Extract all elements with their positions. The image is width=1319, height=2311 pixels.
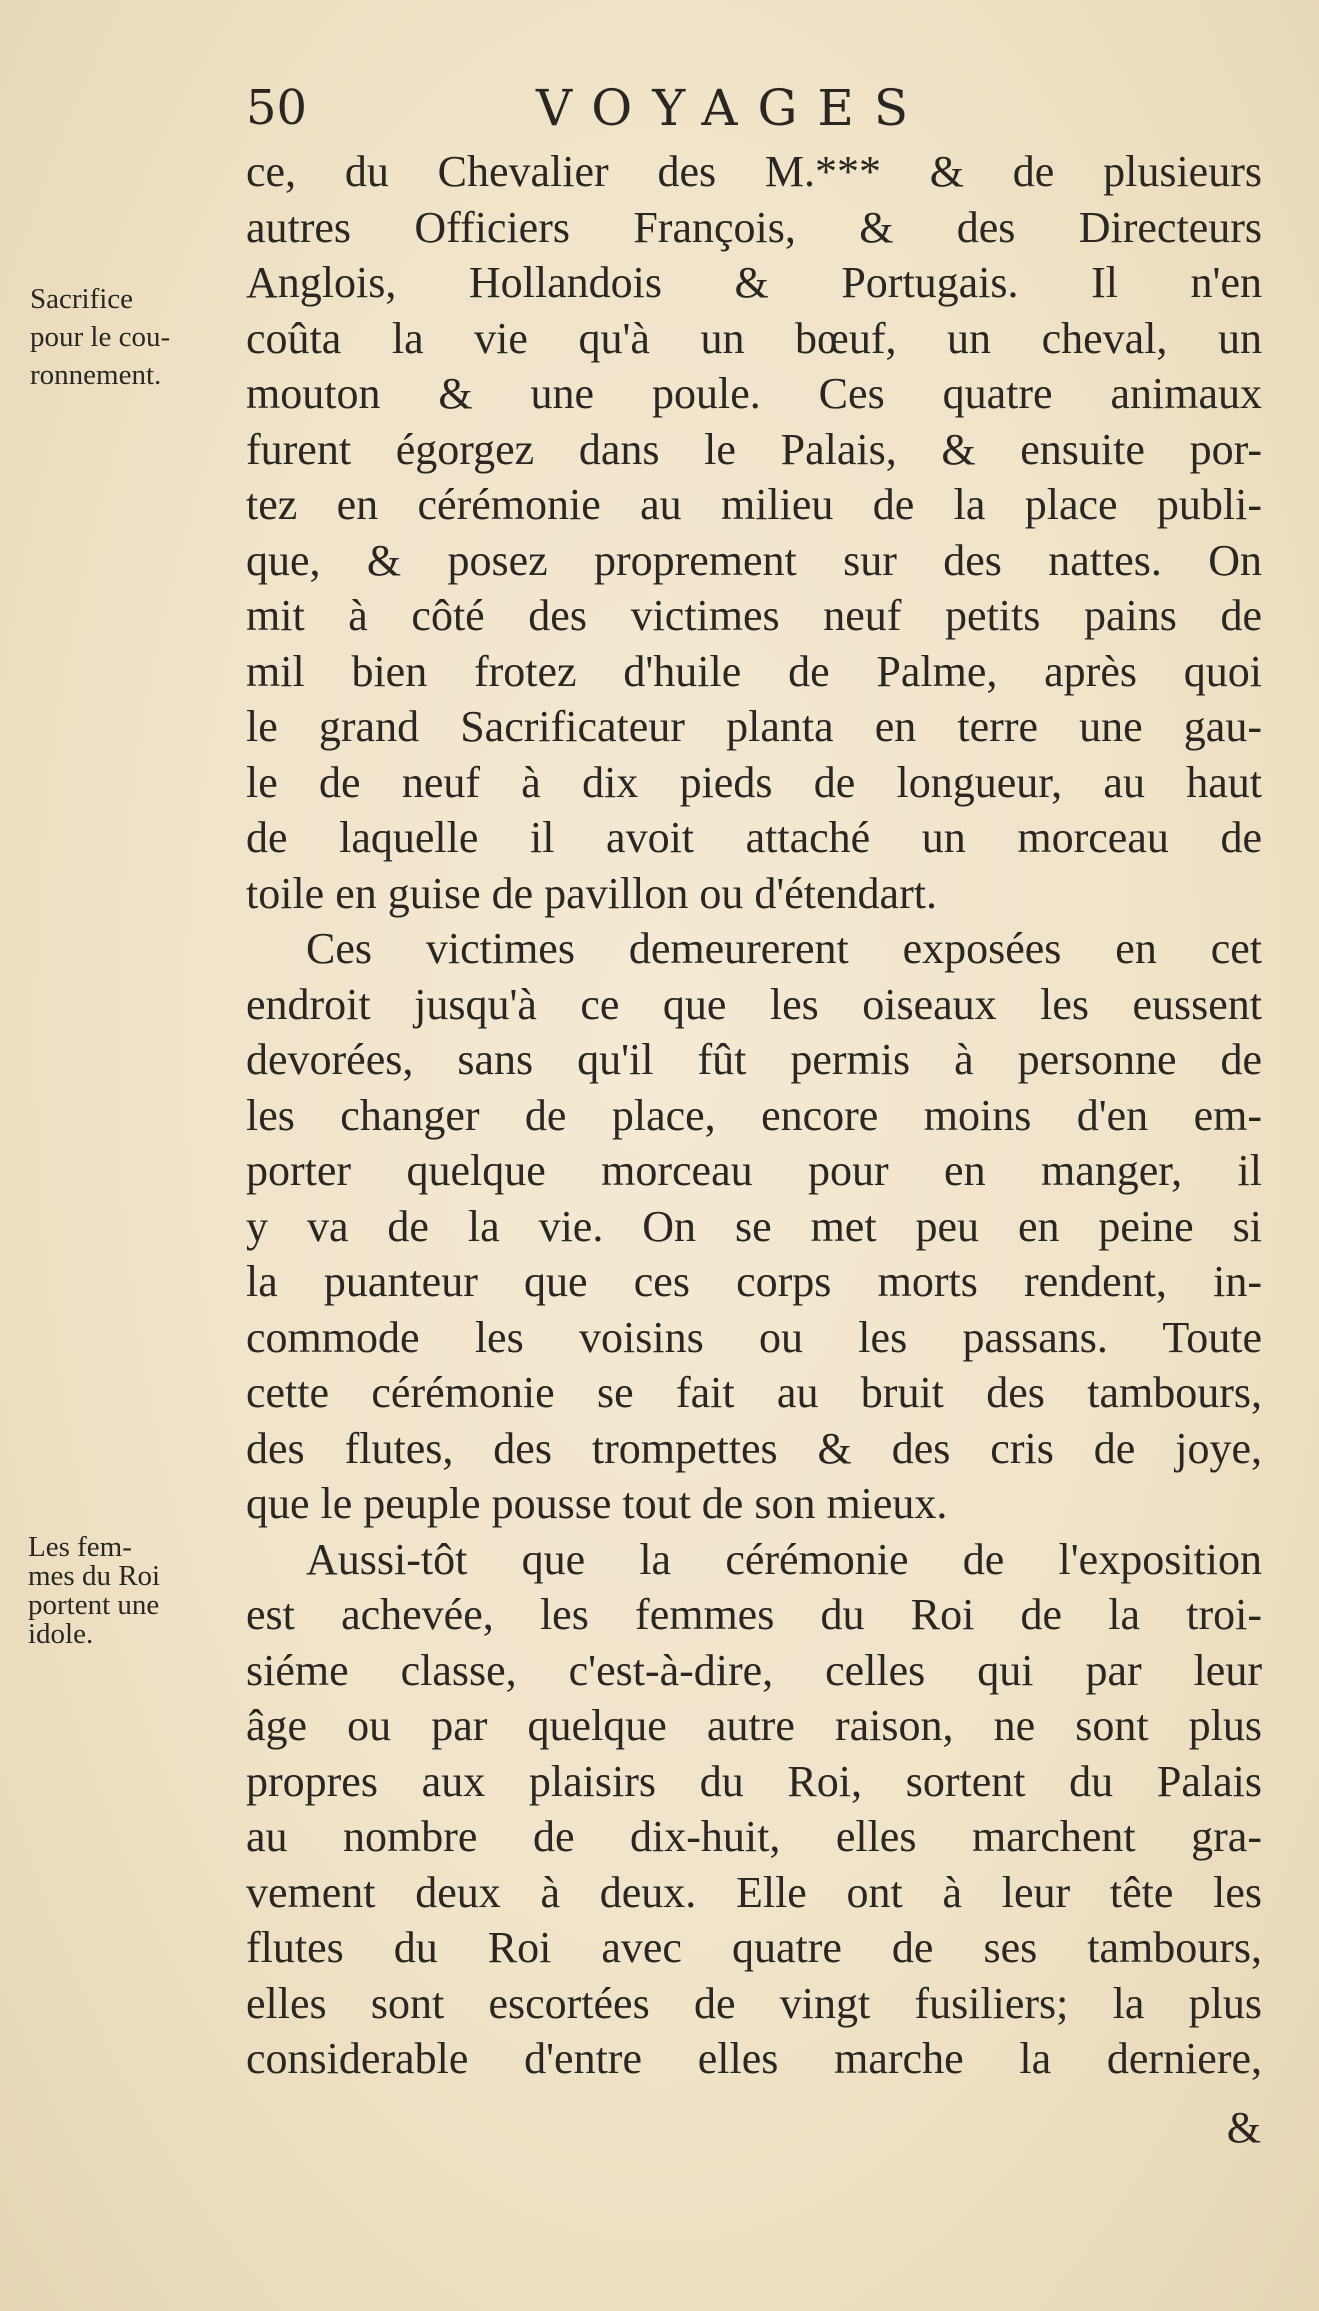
text-line: flutes du Roi avec quatre de ses tambours, <box>246 1923 1262 1972</box>
text-line: considerable d'entre elles marche la derniere, <box>246 2034 1262 2083</box>
text-line: Anglois, Hollandois & Portugais. Il n'en <box>246 258 1262 307</box>
text-line: le grand Sacrificateur planta en terre une gau- <box>246 702 1262 751</box>
text-line: des flutes, des trompettes & des cris de joye, <box>246 1423 1262 1473</box>
text-line: de laquelle il avoit attaché un morceau de <box>246 813 1262 862</box>
margin-note-sacrifice <box>30 280 170 394</box>
text-line: endroit jusqu'à ce que les oiseaux les eussent <box>246 979 1262 1029</box>
text-line: elles sont escortées de vingt fusiliers; la plus <box>246 1978 1262 2028</box>
text-line: propres aux plaisirs du Roi, sortent du Palais <box>246 1756 1262 1806</box>
text-line: cette cérémonie se fait au bruit des tambours, <box>246 1368 1262 1417</box>
text-line: commode les voisins ou les passans. Toute <box>246 1312 1262 1362</box>
text-line: Ces victimes demeurerent exposées en cet <box>306 924 1262 973</box>
text-line: que le peuple pousse tout de son mieux. <box>246 1479 948 1528</box>
text-line: mouton & une poule. Ces quatre animaux <box>246 369 1262 418</box>
text-line: la puanteur que ces corps morts rendent, in- <box>246 1257 1262 1306</box>
text-line: autres Officiers François, & des Directeurs <box>246 202 1262 252</box>
text-line: tez en cérémonie au milieu de la place publi- <box>246 480 1262 529</box>
text-line: porter quelque morceau pour en manger, il <box>246 1146 1262 1195</box>
margin-note-femmes <box>28 1533 160 1649</box>
text-line: que, & posez proprement sur des nattes. On <box>246 535 1262 585</box>
margin-note-line: pour le cou- <box>30 321 171 353</box>
text-line: toile en guise de pavillon ou d'étendart. <box>246 868 937 918</box>
text-line: y va de la vie. On se met peu en peine si <box>246 1201 1262 1251</box>
margin-note-line: portent une <box>28 1589 160 1621</box>
text-line: le de neuf à dix pieds de longueur, au haut <box>246 757 1262 807</box>
body-text <box>246 144 1262 2087</box>
page-header <box>246 78 986 138</box>
text-line: coûta la vie qu'à un bœuf, un cheval, un <box>246 313 1262 363</box>
text-line: vement deux à deux. Elle ont à leur tête les <box>246 1867 1262 1917</box>
text-line: au nombre de dix-huit, elles marchent gra- <box>246 1812 1262 1861</box>
text-line: siéme classe, c'est-à-dire, celles qui par leur <box>246 1645 1262 1695</box>
margin-note-line: mes du Roi <box>28 1560 161 1592</box>
text-line: ce, du Chevalier des M.*** & de plusieurs <box>246 147 1262 196</box>
catchword: & <box>1226 2103 1261 2152</box>
text-line: devorées, sans qu'il fût permis à personne de <box>246 1035 1262 1084</box>
margin-note-line: ronnement. <box>30 359 162 391</box>
text-line: âge ou par quelque autre raison, ne sont plus <box>246 1701 1262 1750</box>
text-line: mil bien frotez d'huile de Palme, après quoi <box>246 646 1262 696</box>
text-line: est achevée, les femmes du Roi de la troi- <box>246 1590 1262 1639</box>
margin-note-line: Les fem- <box>28 1531 132 1563</box>
margin-note-line: idole. <box>28 1618 94 1650</box>
text-line: furent égorgez dans le Palais, & ensuite por- <box>246 424 1262 474</box>
page-number: 50 <box>246 80 308 136</box>
margin-note-line: Sacrifice <box>30 283 134 315</box>
running-head: VOYAGES <box>536 79 929 137</box>
text-line: les changer de place, encore moins d'en em- <box>246 1090 1262 1140</box>
text-line: mit à côté des victimes neuf petits pains de <box>246 591 1262 640</box>
text-line: Aussi-tôt que la cérémonie de l'exposition <box>306 1534 1262 1584</box>
